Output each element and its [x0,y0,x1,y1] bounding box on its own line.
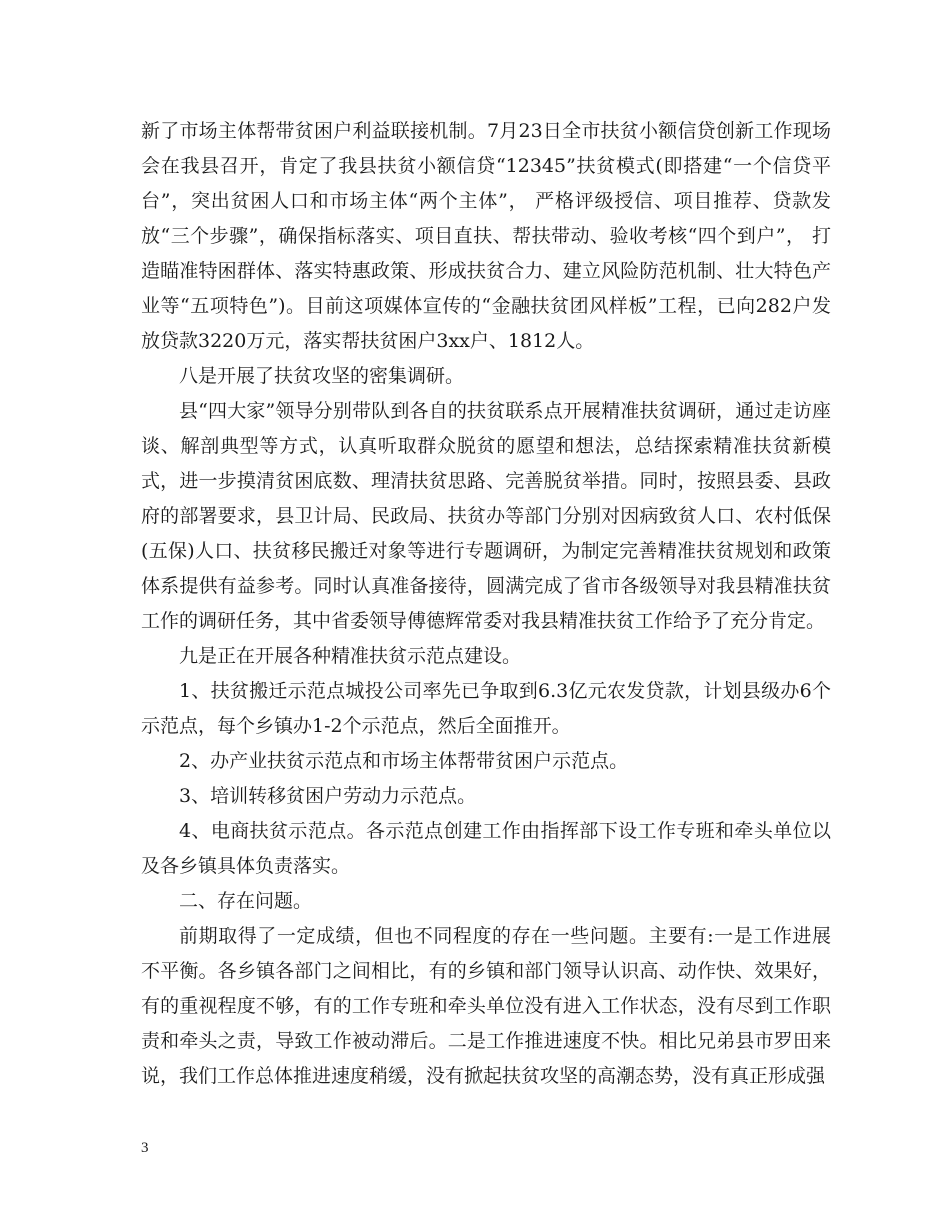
paragraph-2: 八是开展了扶贫攻坚的密集调研。 [179,365,465,387]
paragraph-8: 4、电商扶贫示范点。各示范点创建工作由指挥部下设工作专班和牵头单位以及各乡镇具体负责落实。 [141,820,831,877]
paragraph-10: 前期取得了一定成绩，但也不同程度的存在一些问题。主要有:一是工作进展不平衡。各乡镇各部门之间相比，有的乡镇和部门领导认识高、动作快、效果好，有的重视程度不够，有的工作专班和牵头单位没有进入工作状态，没有尽到工作职责和牵头之责，导致工作被动滞后。二是工作推进速度不快。相比兄弟县市罗田来说，我们工作总体推进速度稍缓，没有掀起扶贫攻坚的高潮态势，没有真正形成强 [141,925,831,1087]
paragraph-5: 1、扶贫搬迁示范点城投公司率先已争取到6.3亿元农发贷款，计划县级办6个示范点，每个乡镇办1-2个示范点，然后全面推开。 [141,680,831,737]
paragraph-7: 3、培训转移贫困户劳动力示范点。 [179,785,477,807]
page-number: 3 [141,1140,149,1156]
paragraph-1: 新了市场主体帮带贫困户利益联接机制。7月23日全市扶贫小额信贷创新工作现场会在我县召开，肯定了我县扶贫小额信贷“12345”扶贫模式(即搭建“一个信贷平台”，突出贫困人口和市场主体“两个主体”， 严格评级授信、项目推荐、贷款发放“三个步骤”，确保指标落实、项目直扶、帮扶带动、验收考核“四个到户”， 打造瞄准特困群体、落实特惠政策、形成扶贫合力、建立风险防范机制、壮大特色产业等“五项特色”)。目前这项媒体宣传的“金融扶贫团风样板”工程，已向282户发放贷款3220万元，落实帮扶贫困户3xx户、1812人。 [141,120,831,352]
body-text [141,114,831,1094]
paragraph-6: 2、办产业扶贫示范点和市场主体帮带贫困户示范点。 [179,750,629,772]
paragraph-3: 县“四大家”领导分别带队到各自的扶贫联系点开展精准扶贫调研，通过走访座谈、解剖典型等方式，认真听取群众脱贫的愿望和想法，总结探索精准扶贫新模式，进一步摸清贫困底数、理清扶贫思路、完善脱贫举措。同时，按照县委、县政府的部署要求，县卫计局、民政局、扶贫办等部门分别对因病致贫人口、农村低保(五保)人口、扶贫移民搬迁对象等进行专题调研，为制定完善精准扶贫规划和政策体系提供有益参考。同时认真准备接待，圆满完成了省市各级领导对我县精准扶贫工作的调研任务，其中省委领导傅德辉常委对我县精准扶贫工作给予了充分肯定。 [141,400,831,632]
paragraph-9: 二、存在问题。 [179,890,313,912]
paragraph-4: 九是正在开展各种精准扶贫示范点建设。 [179,645,522,667]
